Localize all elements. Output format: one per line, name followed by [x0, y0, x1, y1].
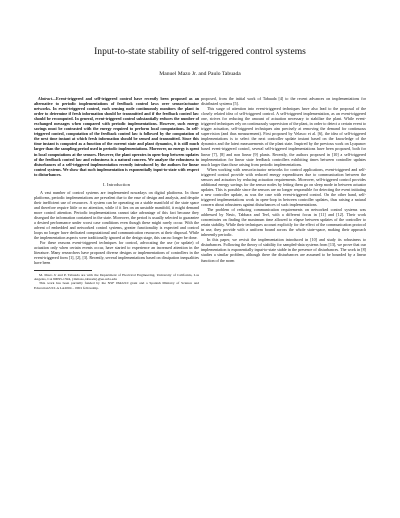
body-paragraph: proposed, from the initial work of Tabuada [4] to the recent advances on implementations for distributed systems [5].	[201, 96, 366, 107]
body-paragraph: When working with sensor/actuator networks for control applications, event-triggered and self-triggered control provide with reduced energy expenditures due to communication between the sensors and actuators by reducing actuation requirements. Moreover, self-triggered control provides additional energy savings for the sensor nodes by letting them go on sleep mode in between actuator updates. This is possible since the sensors are no longer responsible for detecting the event initiating a new controller update, as was the case with event-triggered control. On the other hand, self-triggered implementations work in open-loop in between controller updates, thus raising a natural concern about robustness against disturbances of such implementations.	[201, 166, 366, 207]
right-column	[201, 96, 366, 263]
body-paragraph: In this paper, we revisit the implementation introduced in [10] and study its robustness to disturbances. Following the theory of stability for sampled-data systems from [13], we prove that our implementation is exponentially input-to-state stable in the presence of disturbances. The work in [8] studies a similar problem, although there the disturbances are assumed to be bounded by a linear function of the norm	[201, 237, 366, 263]
paper-authors: Manuel Mazo Jr. and Paulo Tabuada	[159, 71, 241, 77]
body-paragraph: The problem of reducing communication requirements on networked control systems was addressed by Nesic, Tabbara and Teel, with a different focus in [11] and [12]. Their work concentrates on finding the maximum time allowed to elapse between updates of the controller to retain stability. While their techniques account explicitly for the effect of the communication protocol in use, they provide with a uniform bound across the whole state-space, making their approach inherently periodic.	[201, 207, 366, 238]
paper-title: Input-to-state stability of self-triggered control systems	[94, 46, 306, 57]
body-paragraph: A vast number of control systems are implemented nowadays on digital platforms. In those platforms, periodic implementations are prevalent due to the ease of design and analysis, and despite their inefficient use of resources. A system can be operating on a stable manifold of the state space and therefore require little or no attention, while if it lies on an unstable manifold, it might demand more control attention. Periodic implementations cannot take advantage of this fact because they disregard the information contained in the state. Moreover, the period is usually selected to guarantee a desired performance under worst case conditions even though these might rarely occur. With the advent of embedded and networked control systems, greater functionality is expected and control loops no longer have dedicated computational and communication resources at their disposal. While the implementation aspects were traditionally ignored at the design stage, this can no longer be done.	[34, 189, 199, 241]
footnote: M. Mazo Jr and P. Tabuada are with the Department of Electrical Engineering, University of California, Los Angeles, CA 90095-1594, {mmazo,tabuada}@ee.ucla.edu	[34, 272, 199, 281]
abstract-body: —Event-triggered and self-triggered control have recently been proposed as an alternative to periodic implementations of feedback control laws over sensor/actuator networks. In event-triggered control, each sensing node continuously monitors the plant in order to determine if fresh information should be transmitted and if the feedback control law should be recomputed. In general, event-triggered control substantially reduces the number of exchanged messages when compared with periodic implementations. However, such energy savings must be contrasted with the energy required to perform local computations. In self-triggered control, computation of the feedback control law is followed by the computation of the next time instant at which fresh information should be sensed and transmitted. Since this time instant is computed as a function of the current state and plant dynamics, it is still much larger than the sampling period used in periodic implementations. Moreover, no energy is spent in local computations at the sensors. However, the plant operates in open-loop between updates of the feedback control law and robustness is a natural concern. We analyze the robustness to disturbances of a self-triggered implementation recently introduced by the authors for linear control systems. We show that such implementation is exponentially input-to-state with respect to disturbances.	[34, 96, 199, 177]
section-heading: I. Introduction	[102, 181, 131, 187]
abstract-lead: Abstract	[38, 96, 52, 101]
footnote: This work has been partially funded by the NSF 0642210 grant and a Spanish Ministry of Science and Education/UCLA LA2004 – 0001 fellowship.	[34, 281, 199, 290]
abstract	[34, 96, 199, 177]
body-paragraph: For these reasons event-triggered techniques for control, advocating the use (or update) of actuation only when certain events occur, have started to experience an increased attention in the literature. Many researchers have proposed diverse designs or implementations of controllers in the event-triggered form [1], [2], [3]. Recently, several implementations based on dissipation inequalities have been	[34, 240, 199, 266]
left-column	[34, 96, 199, 290]
footnote-rule	[34, 270, 92, 271]
body-paragraph: This surge of attention into event-triggered techniques have also lead to the proposal of the closely related idea of self-triggered control. A self-triggered implementation, as an event-triggered one, strives for reducing the amount of actuation necessary to stabilize the plant. While event-triggered techniques rely on continuously supervision of the plant, in order to detect a certain event to trigger actuation, self-triggered techniques aim precisely at removing the demand for continuous supervision (and thus measurement). First proposed by Velasco et al. [6], the idea of self-triggered implementations is to select the next controller update instant based on the knowledge of the dynamics and the latest measurements of the plant state. Inspired by the previous work on Lyapunov based event-triggered control, several self-triggered implementations have been proposed, both for linear [7], [8] and non linear [9] plants. Recently, the authors proposed in [10] a self-triggered implementation for linear state feedback controllers exhibiting times between controller updates much larger than those arising from periodic implementations.	[201, 106, 366, 167]
